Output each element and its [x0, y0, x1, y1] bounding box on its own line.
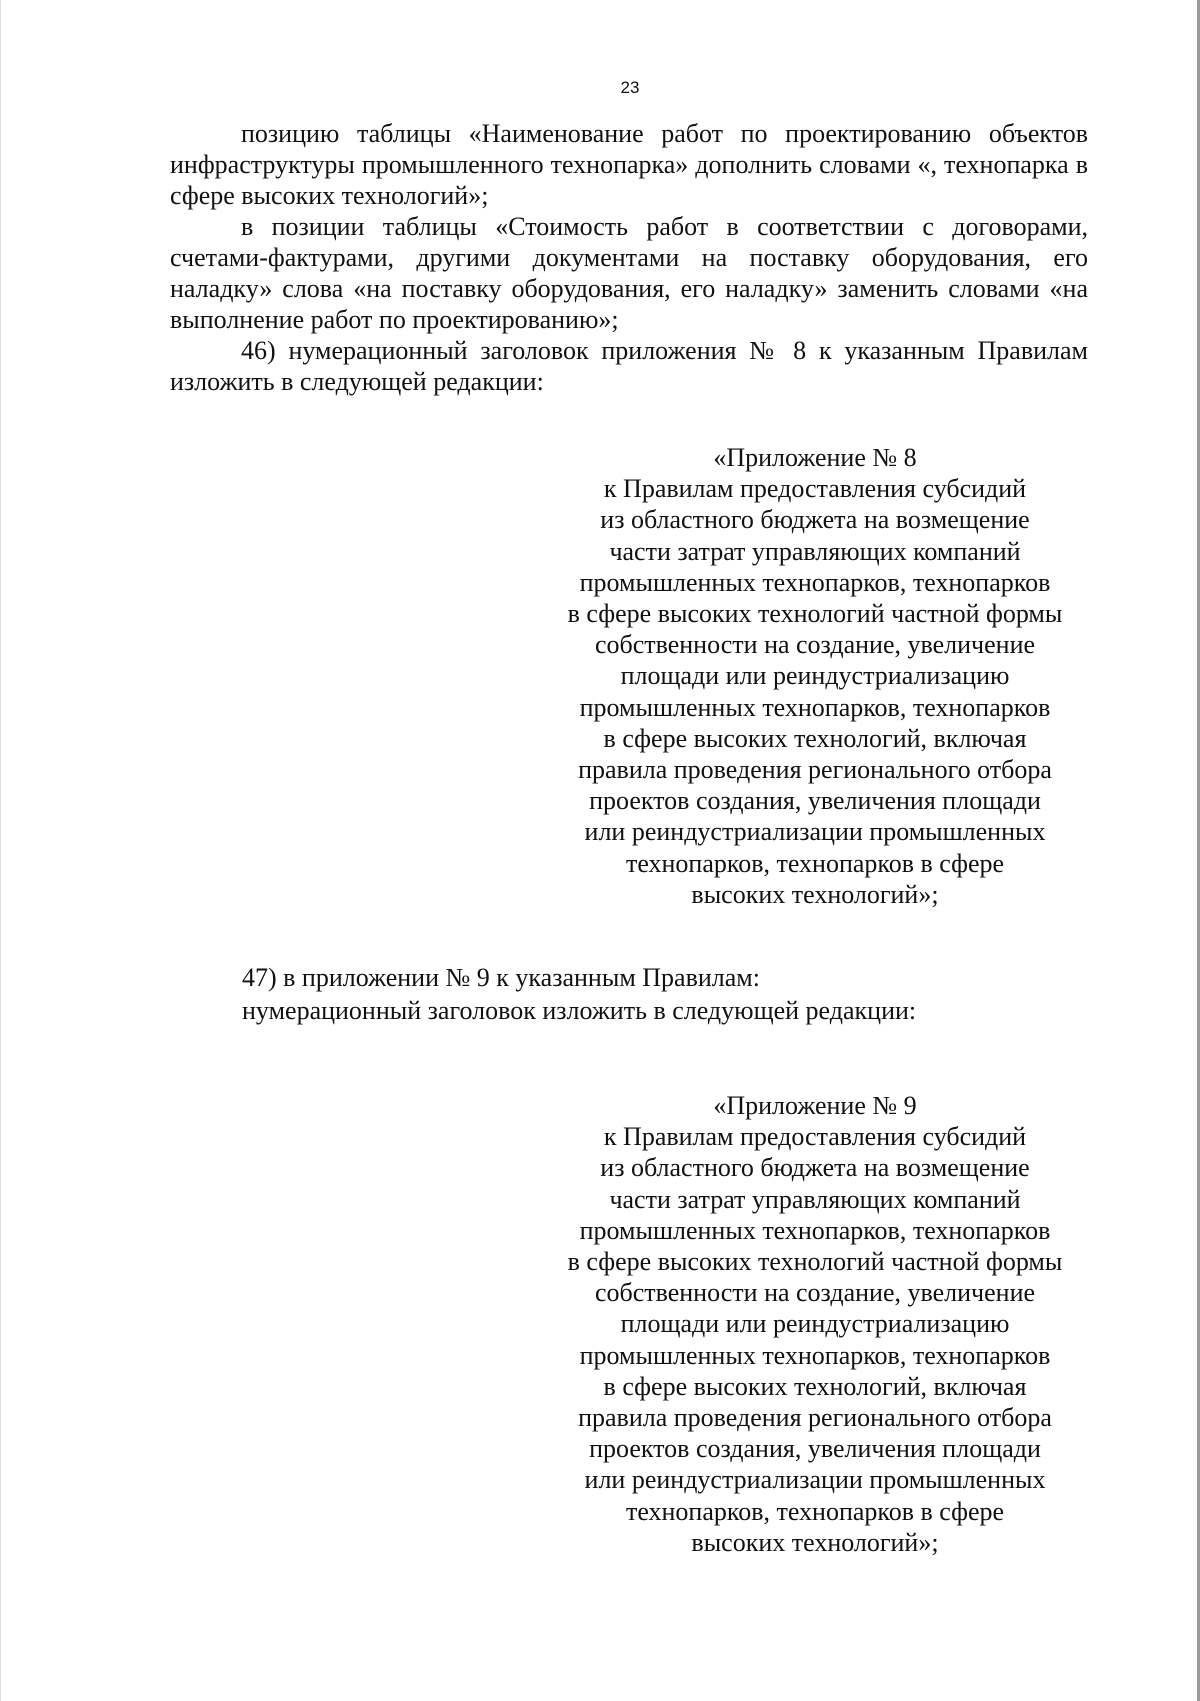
paragraph-table-position-cost: в позиции таблицы «Стоимость работ в соответствии с договорами, счетами-фактурами, другими документами на поставку оборудования, его наладку» слова «на поставку оборудования, его наладку» заменить словами «на выполнение работ по проектированию»;	[170, 212, 1088, 334]
appendix-8-line: в сфере высоких технологий частной формы	[567, 599, 1063, 629]
appendix-8-line: площади или реиндустриализацию	[620, 661, 1010, 691]
appendix-8-line: к Правилам предоставления субсидий	[603, 474, 1027, 504]
document-body	[170, 118, 1088, 397]
page-number: 23	[620, 78, 640, 97]
appendix-9-line: в сфере высоких технологий частной формы	[567, 1247, 1063, 1277]
appendix-9-line: «Приложение № 9	[713, 1091, 917, 1120]
paragraph-table-position-naming: позицию таблицы «Наименование работ по проектированию объектов инфраструктуры промышленного технопарка» дополнить словами «, технопарка в сфере высоких технологий»;	[170, 119, 1088, 210]
appendix-9-line: в сфере высоких технологий, включая	[603, 1371, 1027, 1401]
appendix-8-line: «Приложение № 8	[713, 443, 917, 472]
appendix-9-heading	[540, 1090, 1090, 1558]
scan-edge-left	[0, 0, 1, 1701]
appendix-9-line: промышленных технопарков, технопарков	[579, 1340, 1051, 1370]
appendix-9-line: собственности на создание, увеличение	[594, 1278, 1036, 1308]
appendix-8-line: промышленных технопарков, технопарков	[579, 692, 1051, 722]
appendix-8-line: правила проведения регионального отбора	[578, 755, 1052, 785]
appendix-8-line: технопарков, технопарков в сфере	[625, 848, 1005, 878]
appendix-9-line: площади или реиндустриализацию	[620, 1309, 1010, 1339]
item-47-line: 47) в приложении № 9 к указанным Правилам:	[242, 963, 760, 992]
appendix-8-heading	[540, 442, 1090, 910]
appendix-9-line: части затрат управляющих компаний	[609, 1184, 1021, 1214]
appendix-8-line: промышленных технопарков, технопарков	[579, 567, 1051, 597]
appendix-9-line: проектов создания, увеличения площади	[589, 1434, 1041, 1464]
appendix-9-line: промышленных технопарков, технопарков	[579, 1215, 1051, 1245]
appendix-8-line: проектов создания, увеличения площади	[589, 786, 1041, 816]
appendix-9-line: или реиндустриализации промышленных	[584, 1465, 1046, 1495]
appendix-8-line: в сфере высоких технологий, включая	[603, 723, 1027, 753]
item-47-line: нумерационный заголовок изложить в следующей редакции:	[242, 996, 917, 1025]
appendix-9-line: правила проведения регионального отбора	[578, 1403, 1052, 1433]
appendix-8-line: высоких технологий»;	[691, 879, 939, 909]
appendix-8-line: собственности на создание, увеличение	[594, 630, 1036, 660]
item-47	[242, 961, 916, 1027]
appendix-9-line: из областного бюджета на возмещение	[600, 1153, 1030, 1183]
appendix-9-line: к Правилам предоставления субсидий	[603, 1122, 1027, 1152]
appendix-8-line: части затрат управляющих компаний	[609, 536, 1021, 566]
appendix-8-line: или реиндустриализации промышленных	[584, 817, 1046, 847]
paragraph-item-46: 46) нумерационный заголовок приложения № 8 к указанным Правилам изложить в следующей редакции:	[170, 336, 1088, 396]
appendix-9-line: технопарков, технопарков в сфере	[625, 1496, 1005, 1526]
appendix-8-line: из областного бюджета на возмещение	[600, 505, 1030, 535]
appendix-9-line: высоких технологий»;	[691, 1527, 939, 1557]
